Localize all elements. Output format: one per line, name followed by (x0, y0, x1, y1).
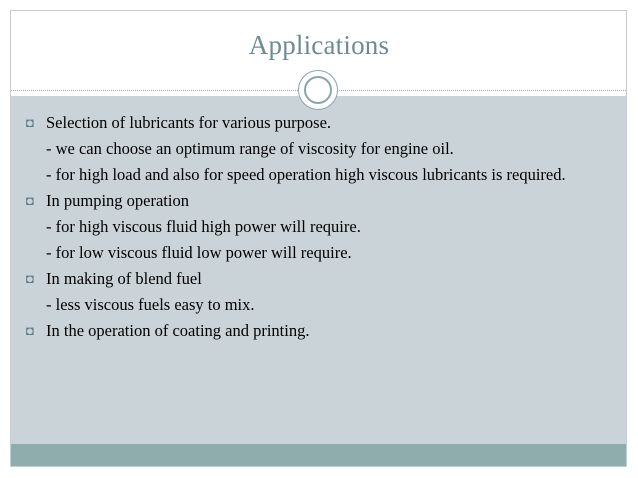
bullet-item (26, 269, 614, 289)
sub-item: - less viscous fuels easy to mix. (46, 295, 255, 314)
bullet-icon: ◘ (26, 323, 34, 338)
footer-bar (11, 444, 626, 466)
bullet-icon: ◘ (26, 271, 34, 286)
slide-content (26, 113, 614, 347)
sub-item: - for high viscous fluid high power will require. (46, 217, 361, 236)
bullet-icon: ◘ (26, 193, 34, 208)
sub-item: - we can choose an optimum range of viscosity for engine oil. (46, 139, 454, 158)
bullet-item (26, 113, 614, 133)
bullet-icon: ◘ (26, 115, 34, 130)
bullet-text: In the operation of coating and printing. (46, 321, 310, 340)
sub-item: - for high load and also for speed operation high viscous lubricants is required. (46, 165, 566, 184)
circle-ornament-inner (304, 76, 332, 104)
bullet-text: In making of blend fuel (46, 269, 202, 288)
slide-title: Applications (248, 30, 390, 60)
bullet-item (26, 191, 614, 211)
sub-item: - for low viscous fluid low power will require. (46, 243, 352, 262)
bullet-text: Selection of lubricants for various purpose. (46, 113, 332, 132)
bullet-item (26, 321, 614, 341)
bullet-text: In pumping operation (46, 191, 189, 210)
circle-ornament-icon (298, 70, 338, 110)
